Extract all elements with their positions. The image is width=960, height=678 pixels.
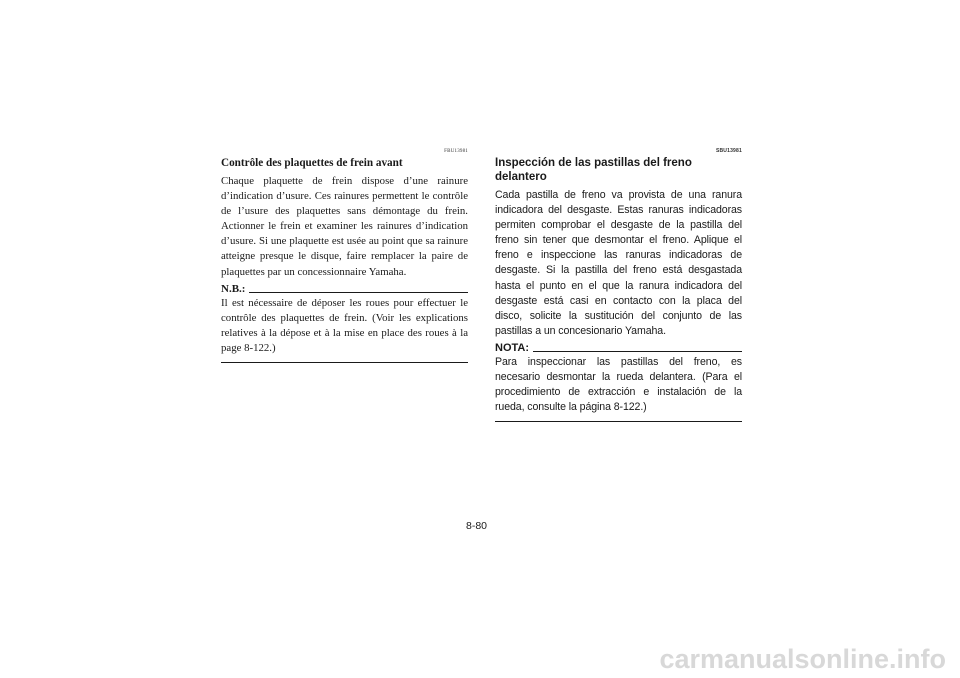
body-paragraph: Chaque plaquette de frein dispose d’une rainure d’indication d’usure. Ces rainures permettent le contrôle de l’usure des plaquettes sans démontage du frein. Actionner le frein et examiner les rainures d’indication d’usure. Si une plaquette est usée au point que sa rainure atteigne presque le disque, faire remplacer la paire de plaquettes par un concessionnaire Yamaha. [221,175,468,278]
note-label: N.B.: [221,282,246,295]
section-heading: Inspección de las pastillas del freno delantero [495,157,692,183]
note-paragraph: Para inspeccionar las pastillas del freno, es necesario desmontar la rueda delantera. (Para el procedimiento de extracción e instalación de la rueda, consulte la página 8-122.) [495,355,742,414]
note-end-rule [221,362,468,363]
note-header [221,282,468,296]
note-rule [533,351,742,352]
note-end-rule [495,421,742,422]
page-number: 8-80 [466,520,488,532]
note-rule [249,292,468,293]
note-header [495,341,742,355]
french-column [221,148,468,363]
spanish-column [495,148,742,422]
section-code: SBU13981 [715,148,742,154]
watermark-logo: carmanualsonline.info [659,644,946,674]
note-label: NOTA: [495,341,530,354]
section-heading: Contrôle des plaquettes de frein avant [221,157,403,169]
note-paragraph: Il est nécessaire de déposer les roues pour effectuer le contrôle des plaquettes de frein. (Voir les explications relatives à la dépose et à la mise en place des roues à la page 8-122.) [221,296,468,354]
body-paragraph: Cada pastilla de freno va provista de una ranura indicadora del desgaste. Estas ranuras indicadoras permiten comprobar el desgaste de la pastilla del freno sin tener que desmontar el freno. Aplique el freno e inspeccione las ranuras indicadoras de desgaste. Si la pastilla del freno está desgastada hasta el punto en el que la ranura indicadora del desgaste está casi en contacto con la placa del disco, solicite la sustitución del conjunto de las pastillas a un concesionario Yamaha. [495,189,742,337]
section-code: FBU13981 [444,149,468,154]
